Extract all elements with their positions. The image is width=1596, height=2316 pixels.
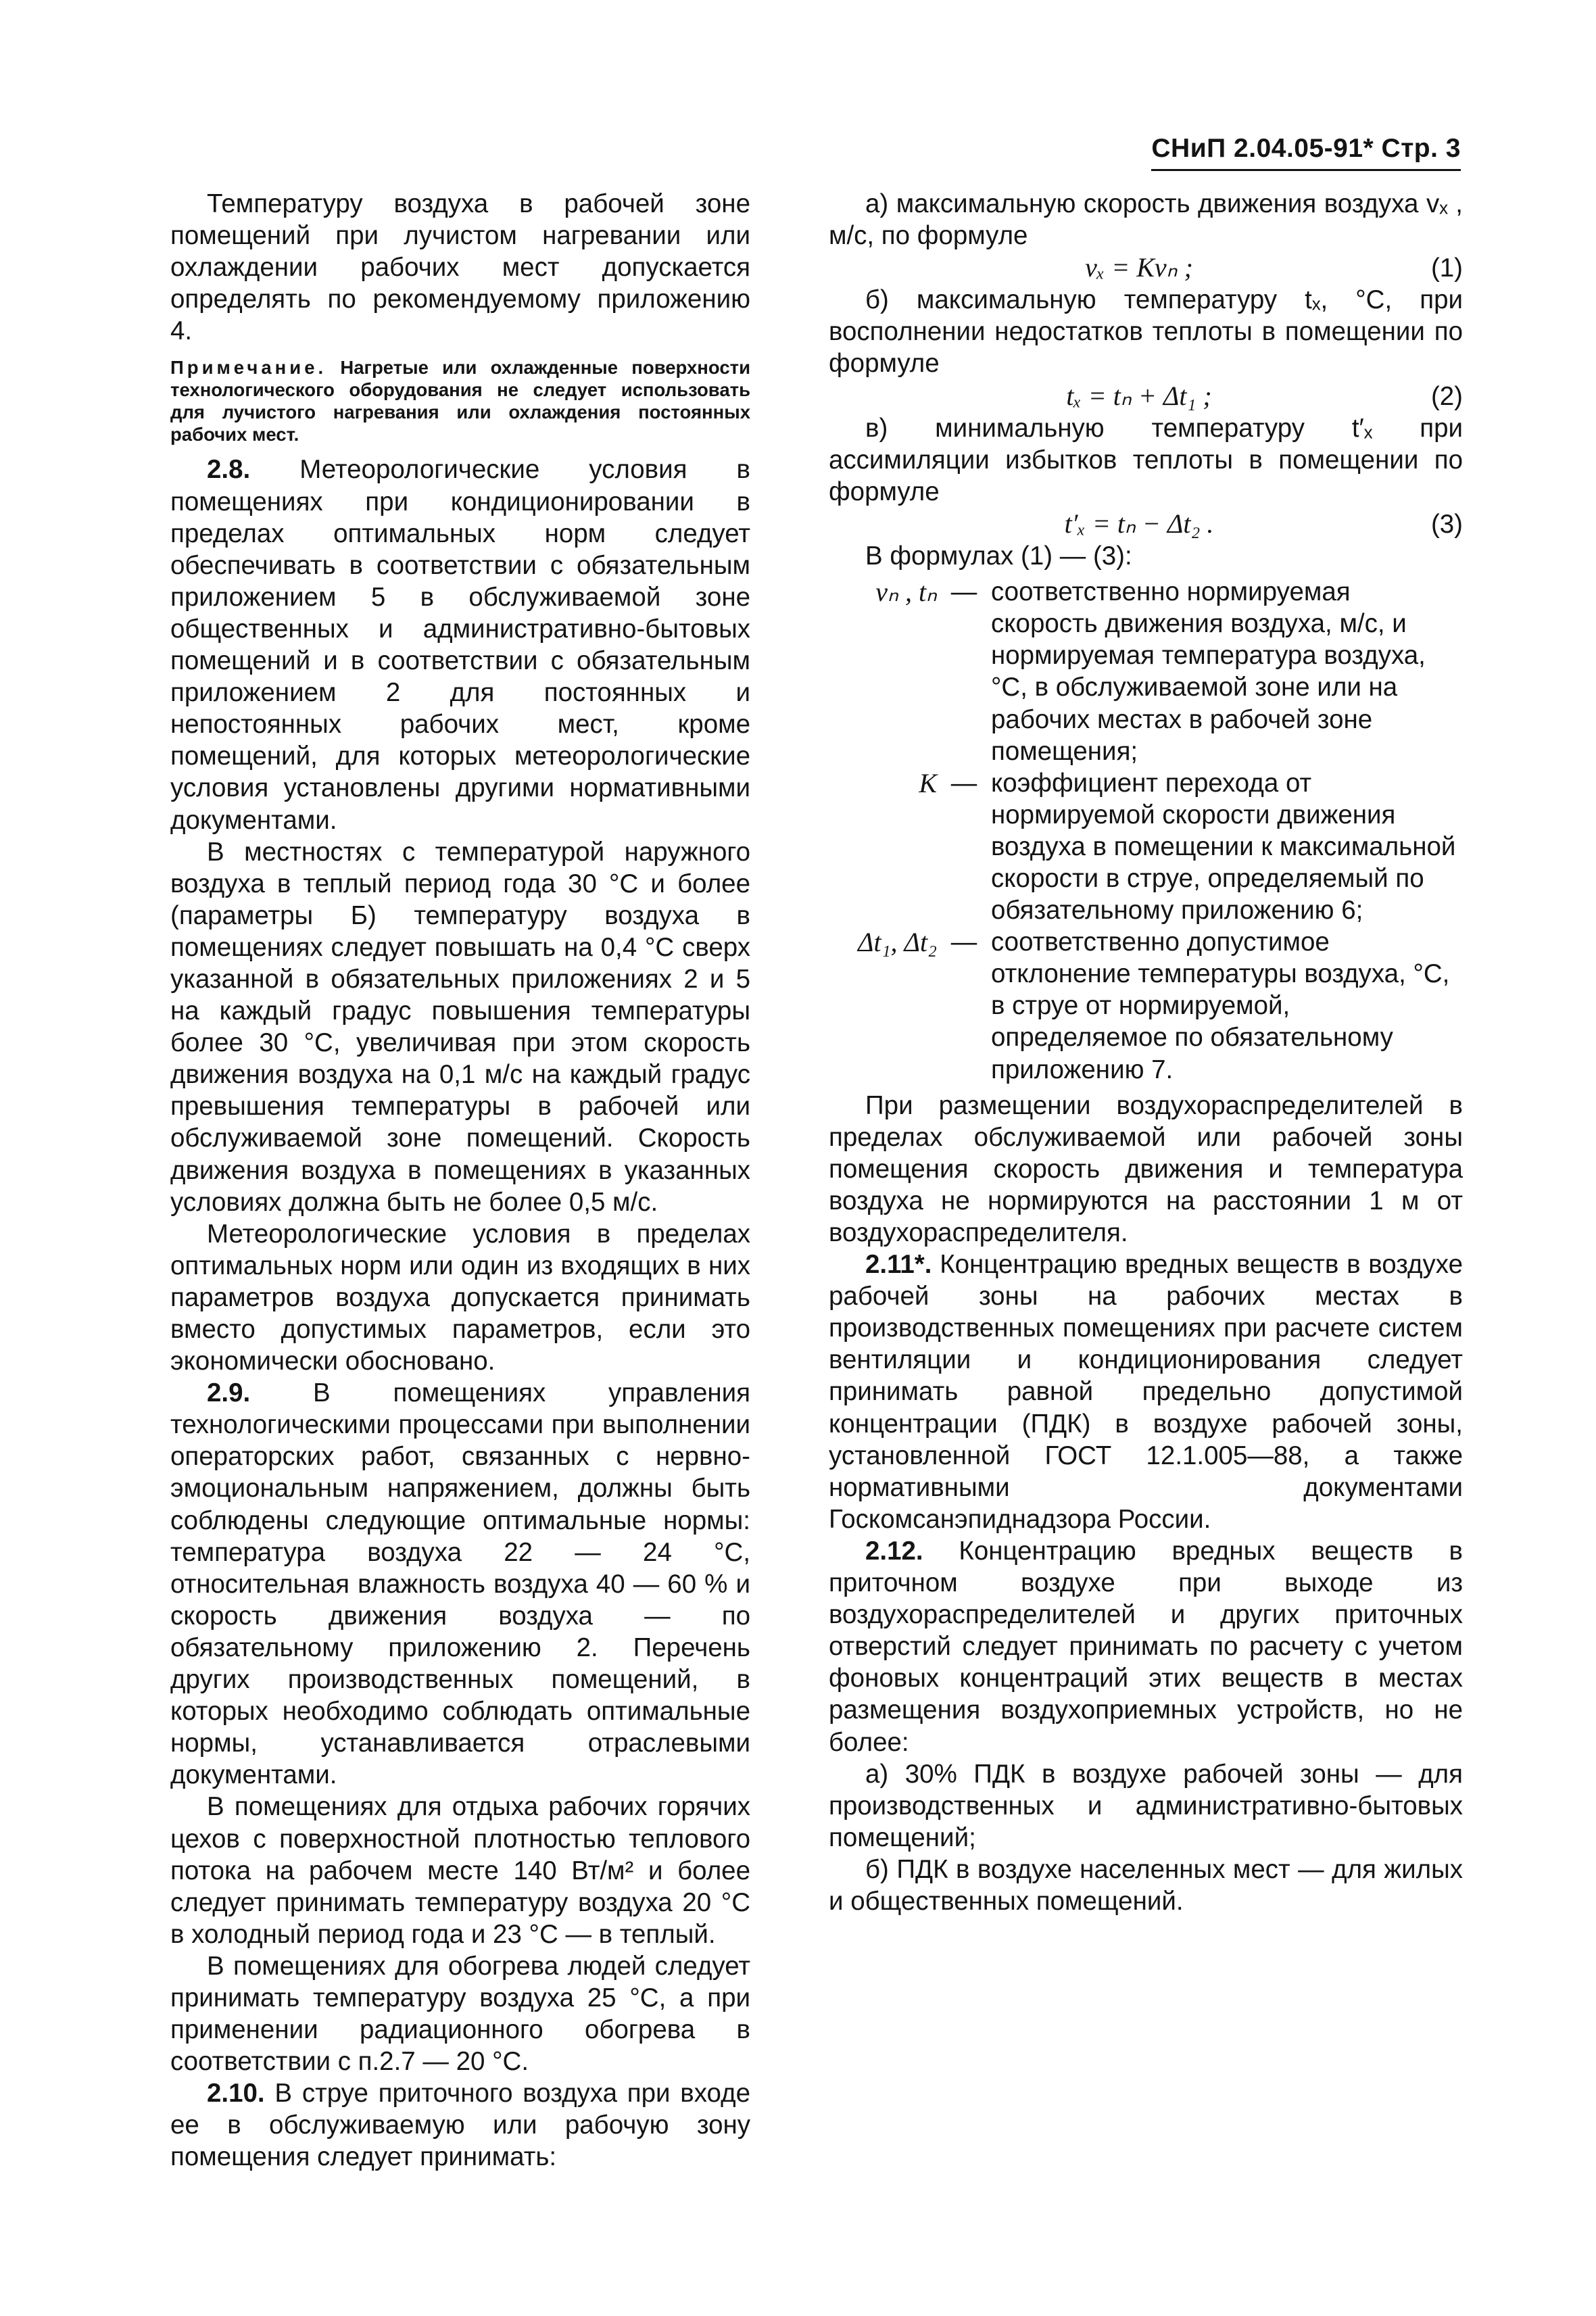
formula-number: (2) <box>1430 381 1463 411</box>
definition-text: коэффициент перехода от нормируемой скорости движения воздуха в помещении к максимальной скорости в струе, определяемый по обязательному приложению 6; <box>991 768 1456 925</box>
section-2-9 <box>170 1377 750 1791</box>
note-text: Нагретые или охлажденные поверхности технологического оборудования не следует использовать для лучистого нагревания или охлаждения постоянных рабочих мест. <box>170 357 750 445</box>
section-2-8 <box>170 454 750 836</box>
formula-number: (1) <box>1430 254 1463 283</box>
formula-3 <box>829 508 1463 540</box>
section-2-12 <box>829 1535 1463 1758</box>
paragraph: а) максимальную скорость движения воздуха vₓ , м/с, по формуле <box>829 189 1463 251</box>
section-number: 2.9. <box>207 1378 251 1408</box>
formula-1 <box>829 251 1463 284</box>
definition-text: соответственно допустимое отклонение температуры воздуха, °С, в струе от нормируемой, определяемое по обязательному приложению 7. <box>991 927 1450 1084</box>
paragraph: Метеорологические условия в пределах оптимальных норм или один из входящих в них параметров воздуха допускается принимать вместо допустимых параметров, если это экономически обосновано. <box>170 1219 750 1376</box>
paragraph: Температуру воздуха в рабочей зоне помещений при лучистом нагревании или охлаждении рабочих мест допускается определять по рекомендуемому приложению 4. <box>170 189 750 346</box>
definition-symbol: vₙ , tₙ <box>875 577 937 608</box>
definition-item <box>829 576 1463 767</box>
section-2-11 <box>829 1249 1463 1535</box>
formula-expression: vₓ = Kvₙ ; <box>1085 252 1193 283</box>
section-number: 2.8. <box>207 455 251 485</box>
definition-symbol: Δt₁, Δt₂ <box>858 927 937 958</box>
page-header: СНиП 2.04.05-91* Стр. 3 <box>1151 134 1461 171</box>
paragraph: В формулах (1) — (3): <box>865 541 1132 571</box>
definition-text: соответственно нормируемая скорость движения воздуха, м/с, и нормируемая температура воздуха, °С, в обслуживаемой зоне или на рабочих местах в рабочей зоне помещения; <box>991 577 1426 766</box>
section-2-10 <box>170 2077 750 2173</box>
formula-expression: tₓ = tₙ + Δt₁ ; <box>1066 380 1212 411</box>
section-text: Концентрацию вредных веществ в воздухе рабочей зоны на рабочих местах в производственных помещениях при расчете систем вентиляции и кондиционирования следует принимать равной предельно допустимой концентрации (ПДК) в воздухе рабочей зоны, установленной ГОСТ 12.1.005—88, а также нормативными документами Госкомсанэпиднадзора России. <box>829 1250 1463 1534</box>
definition-dash: — <box>950 577 977 607</box>
section-number: 2.10. <box>207 2079 265 2108</box>
note <box>170 356 750 445</box>
right-column <box>829 188 1463 1917</box>
section-number: 2.12. <box>865 1536 923 1566</box>
list-item: а) 30% ПДК в воздухе рабочей зоны — для производственных и административно-бытовых помещений; <box>829 1759 1463 1852</box>
definition-dash: — <box>950 768 977 798</box>
definition-item <box>829 767 1463 926</box>
definition-dash: — <box>950 927 977 957</box>
formula-2 <box>829 380 1463 412</box>
paragraph: При размещении воздухораспределителей в пределах обслуживаемой или рабочей зоны помещения скорость движения и температура воздуха не нормируются на расстоянии 1 м от воздухораспределителя. <box>829 1090 1463 1247</box>
definition-symbol: K <box>919 767 937 798</box>
list-item: б) ПДК в воздухе населенных мест — для жилых и общественных помещений. <box>829 1854 1463 1916</box>
section-text: Метеорологические условия в помещениях при кондиционировании в пределах оптимальных норм следует обеспечивать в соответствии с обязательным приложением 5 в обслуживаемой зоне общественных и административно-бытовых помещений и в соответствии с обязательным приложением 2 для постоянных и непостоянных рабочих мест, кроме помещений, для которых метеорологические условия установлены другими нормативными документами. <box>170 455 750 835</box>
paragraph: В помещениях для обогрева людей следует принимать температуру воздуха 25 °С, а при применении радиационного обогрева в соответствии с п.2.7 — 20 °С. <box>170 1951 750 2077</box>
paragraph: В местностях с температурой наружного воздуха в теплый период года 30 °С и более (параметры Б) температуру воздуха в помещениях следует повышать на 0,4 °С сверх указанной в обязательных приложениях 2 и 5 на каждый градус повышения температуры более 30 °С, увеличивая при этом скорость движения воздуха на 0,1 м/с на каждый градус превышения температуры в рабочей или обслуживаемой зоне помещений. Скорость движения воздуха в помещениях в указанных условиях должна быть не более 0,5 м/с. <box>170 837 750 1217</box>
section-number: 2.11*. <box>865 1250 932 1280</box>
section-text: Концентрацию вредных веществ в приточном воздухе при выходе из воздухораспределителей и других приточных отверстий следует принимать по расчету с учетом фоновых концентраций этих веществ в местах размещения воздухоприемных устройств, но не более: <box>829 1536 1463 1757</box>
paragraph: в) минимальную температуру t′ₓ при ассимиляции избытков теплоты в помещении по формуле <box>829 413 1463 506</box>
paragraph: В помещениях для отдыха рабочих горячих цехов с поверхностной плотностью теплового потока на рабочем месте 140 Вт/м² и более следует принимать температуру воздуха 20 °С в холодный период года и 23 °С — в теплый. <box>170 1792 750 1949</box>
note-label: Примечание. <box>170 357 327 379</box>
section-text: В помещениях управления технологическими процессами при выполнении операторских работ, связанных с нервно-эмоциональным напряжением, должны быть соблюдены следующие оптимальные нормы: температура воздуха 22 — 24 °С, относительная влажность воздуха 40 — 60 % и скорость движения воздуха — по обязательному приложению 2. Перечень других производственных помещений, в которых необходимо соблюдать оптимальные нормы, устанавливается отраслевыми документами. <box>170 1378 751 1790</box>
definition-item <box>829 926 1463 1085</box>
formula-expression: t′ₓ = tₙ − Δt₂ . <box>1064 508 1214 539</box>
paragraph: б) максимальную температуру tₓ, °С, при восполнении недостатков теплоты в помещении по формуле <box>829 285 1463 379</box>
section-text: В струе приточного воздуха при входе ее в обслуживаемую или рабочую зону помещения следует принимать: <box>170 2079 750 2172</box>
formula-number: (3) <box>1430 509 1463 539</box>
left-column <box>170 188 750 2173</box>
